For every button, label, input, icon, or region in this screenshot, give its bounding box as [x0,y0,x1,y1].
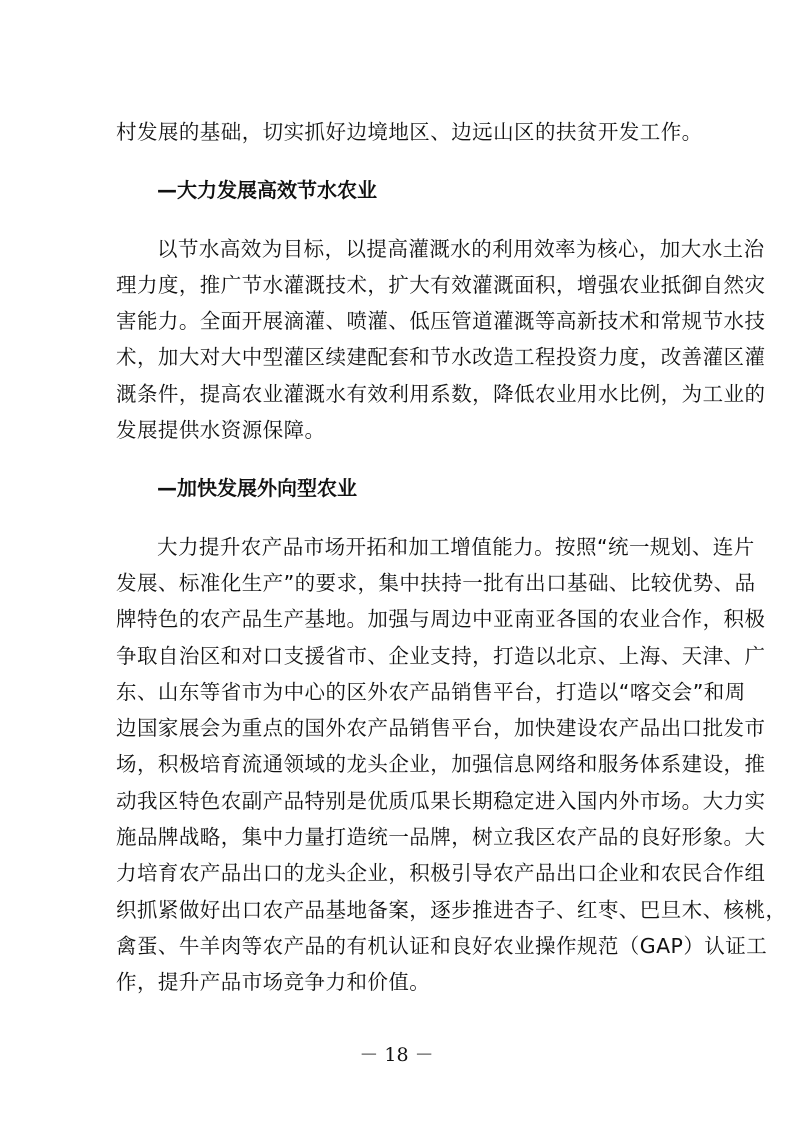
document-body [116,114,787,1001]
text-line: 动我区特色农副产品特别是优质瓜果长期稳定进入国内外市场。大力实 [116,788,766,813]
paragraph-export-agriculture [116,529,787,1001]
section-heading-water-saving: —大力发展高效节水农业 [157,178,377,203]
text-line: 争取自治区和对口支援省市、企业支持，打造以北京、上海、天津、广 [116,643,766,668]
paragraph-continuation [116,114,703,150]
paragraph-water-saving [116,231,766,449]
text-line: 溉条件，提高农业灌溉水有效利用系数，降低农业用水比例，为工业的 [116,381,766,406]
text-line: 理力度，推广节水灌溉技术，扩大有效灌溉面积，增强农业抵御自然灾 [116,272,766,297]
text-line: 织抓紧做好出口农产品基地备案，逐步推进杏子、红枣、巴旦木、核桃， [116,897,787,922]
page-number: － 18 － [359,1044,434,1066]
text-line: 作，提升产品市场竞争力和价值。 [116,970,431,995]
text-line: 场，积极培育流通领域的龙头企业，加强信息网络和服务体系建设，推 [116,752,766,777]
text-line: 大力提升农产品市场开拓和加工增值能力。按照“统一规划、连片 [157,534,755,559]
text-line: 村发展的基础，切实抓好边境地区、边远山区的扶贫开发工作。 [116,120,703,144]
text-line: 以节水高效为目标，以提高灌溉水的利用效率为核心，加大水土治 [157,236,765,261]
text-line: 发展提供水资源保障。 [116,418,326,443]
text-line: 施品牌战略，集中力量打造统一品牌，树立我区农产品的良好形象。大 [116,825,766,850]
section-heading-export-agriculture: —加快发展外向型农业 [157,476,357,501]
text-line: 力培育农产品出口的龙头企业，积极引导农产品出口企业和农民合作组 [116,861,766,886]
text-line: 禽蛋、牛羊肉等农产品的有机认证和良好农业操作规范（GAP）认证工 [116,933,768,958]
text-line: 术，加大对大中型灌区续建配套和节水改造工程投资力度，改善灌区灌 [116,345,766,370]
text-line: 害能力。全面开展滴灌、喷灌、低压管道灌溉等高新技术和常规节水技 [116,309,766,334]
text-line: 东、山东等省市为中心的区外农产品销售平台，打造以“喀交会”和周 [116,679,746,704]
text-line: 边国家展会为重点的国外农产品销售平台，加快建设农产品出口批发市 [116,716,766,741]
text-line: 牌特色的农产品生产基地。加强与周边中亚南亚各国的农业合作，积极 [116,607,766,632]
text-line: 发展、标准化生产”的要求，集中扶持一批有出口基础、比较优势、品 [116,570,756,595]
